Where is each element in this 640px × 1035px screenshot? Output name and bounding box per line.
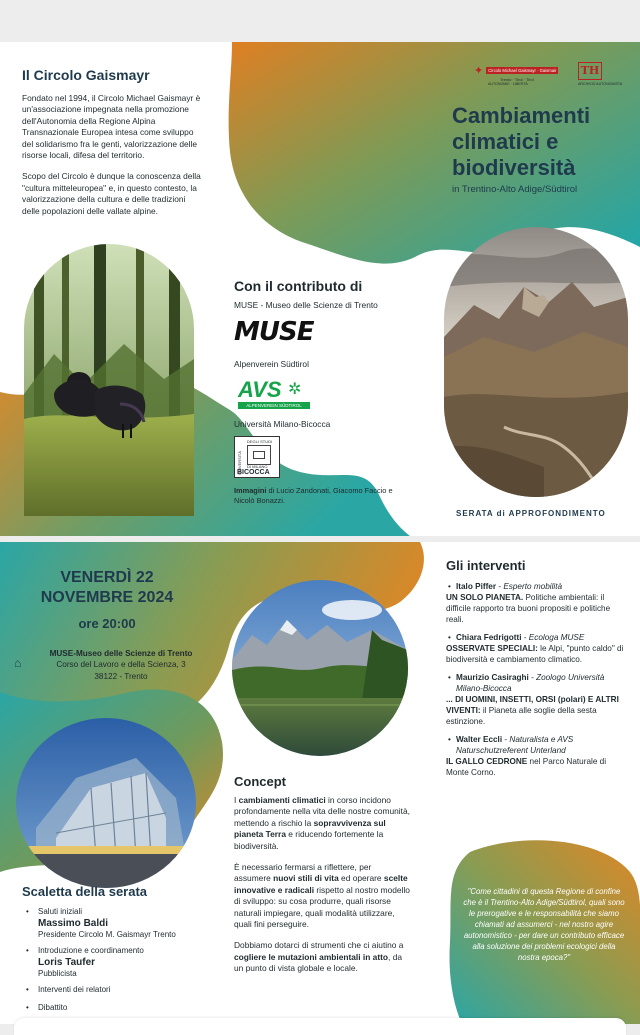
concept-paragraph-3: Dobbiamo dotarci di strumenti che ci aiutino a cogliere le mutazioni ambientali in atto, da un punto di vista globale e locale. bbox=[234, 940, 404, 974]
intervento-item: • Walter Eccli - Naturalista e AVS Naturschutzreferent Unterland IL GALLO CEDRONE nel Parco Naturale di Monte Corno. bbox=[446, 735, 607, 777]
scaletta-item bbox=[22, 907, 222, 940]
serata-label: SERATA di APPROFONDIMENTO bbox=[456, 509, 606, 518]
dolomites-photo bbox=[444, 227, 628, 497]
unimib-seal bbox=[247, 445, 271, 465]
scaletta-item-name: Loris Taufer bbox=[38, 956, 96, 968]
brochure-outer-page bbox=[0, 42, 640, 536]
concept-heading: Concept bbox=[234, 774, 286, 789]
venue-name: MUSE-Museo delle Scienze di Trento bbox=[49, 649, 193, 658]
talk-title: IL GALLO CEDRONE bbox=[446, 757, 528, 766]
venue-address-1: Corso del Lavoro e della Scienza, 3 bbox=[56, 660, 186, 670]
cover-title bbox=[452, 103, 632, 195]
talk-title: ... DI UOMINI, INSETTI, ORSI (polari) E ALTRI VIVENTI: bbox=[446, 695, 619, 715]
avs-logo bbox=[238, 377, 318, 409]
concept-section bbox=[234, 774, 410, 975]
speaker-name: Walter Eccli bbox=[456, 735, 503, 744]
talk-description: Politiche ambientali: il difficile rapporto tra buoni propositi e politiche reali. bbox=[446, 593, 611, 624]
scaletta-item-role: Pubblicista bbox=[38, 968, 77, 978]
scaletta-item bbox=[22, 946, 222, 979]
venue-address-2: 38122 - Trento bbox=[94, 671, 148, 681]
concept-paragraph-1: I cambiamenti climatici in corso incidono profondamente nella vita delle nostre comunità, mettendo a rischio la sopravvivenza sul pianeta Terra e riducendo fortemente la biodiversità. bbox=[234, 795, 410, 851]
bullet-icon: • bbox=[448, 582, 451, 591]
scaletta-item-role: Presidente Circolo M. Gaismayr Trento bbox=[38, 929, 176, 939]
talk-title: UN SOLO PIANETA. bbox=[446, 593, 524, 602]
event-venue bbox=[14, 648, 204, 682]
contributors-heading: Con il contributo di bbox=[234, 278, 363, 294]
capercaillie-photo-illustration bbox=[24, 244, 194, 516]
unimib-logo bbox=[234, 436, 280, 478]
speaker-role: Ecologa MUSE bbox=[528, 633, 585, 642]
bullet-icon: • bbox=[26, 907, 29, 916]
muse-logo: MUSE bbox=[234, 317, 314, 348]
event-time: ore 20:00 bbox=[78, 616, 136, 631]
muse-building-photo bbox=[16, 718, 196, 888]
images-credit-text: di Lucio Zandonati, Giacomo Faccio e Nicolò Bonazzi. bbox=[234, 486, 393, 506]
images-label: Immagini bbox=[234, 486, 267, 496]
muse-label: MUSE - Museo delle Scienze di Trento bbox=[234, 300, 378, 310]
speaker-role: Naturalista e AVS Naturschutzreferent Unterland bbox=[456, 735, 574, 755]
eagle-icon: ✦ bbox=[474, 65, 484, 77]
interventi-heading: Gli interventi bbox=[446, 558, 526, 573]
avs-label: Alpenverein Südtirol bbox=[234, 359, 309, 370]
scaletta-item-label: Dibattito bbox=[38, 1002, 68, 1012]
event-info bbox=[12, 568, 202, 631]
lake-photo-illustration bbox=[232, 580, 408, 756]
bullet-icon: • bbox=[26, 1002, 29, 1012]
talk-description: nel Parco Naturale di Monte Corno. bbox=[446, 757, 607, 777]
event-date-line-2: NOVEMBRE 2024 bbox=[40, 589, 174, 606]
interventi-list bbox=[446, 581, 628, 778]
talk-description: il Pianeta alle soglie della sesta estinzione. bbox=[446, 706, 597, 726]
speaker-role: Esperto mobilità bbox=[503, 582, 563, 591]
home-icon: ⌂ bbox=[14, 656, 22, 670]
circolo-paragraph-1: Fondato nel 1994, il Circolo Michael Gaismayr è un'associazione impegnata nella promozione dell'Autonomia della Regione Alpina Transnazionale Europea intesa come sviluppo del solidarismo fra le genti, valorizzazione delle risorse locali, difesa del territorio. bbox=[22, 93, 201, 161]
cover-title-line-2: climatici e bbox=[452, 129, 559, 154]
cover-title-line-1: Cambiamenti bbox=[452, 103, 591, 128]
unimib-label: Università Milano-Bicocca bbox=[234, 418, 331, 429]
interventi-section bbox=[446, 558, 628, 778]
scaletta-item-name: Massimo Baldi bbox=[38, 917, 109, 929]
intervento-item: • Chiara Fedrigotti - Ecologa MUSE OSSERVATE SPECIALI: le Alpi, "punto caldo" di biodiversità e cambiamento climatico. bbox=[446, 633, 624, 664]
scaletta-list bbox=[22, 907, 222, 1013]
bullet-icon: • bbox=[448, 735, 451, 744]
unimib-logo-mid: DI MILANO bbox=[247, 464, 268, 470]
scaletta-heading: Scaletta della serata bbox=[22, 884, 148, 899]
event-date-line-1: VENERDÌ 22 bbox=[60, 569, 154, 586]
scaletta-item bbox=[22, 985, 222, 996]
circolo-section bbox=[22, 67, 202, 217]
avs-logo-subtitle: ALPENVEREIN SÜDTIROL bbox=[238, 402, 310, 409]
gaismayr-logo-motto: AUTONOMIE · LIBERTÀ bbox=[488, 82, 528, 86]
forest-grouse-photo bbox=[24, 244, 194, 516]
circolo-paragraph-2: Scopo del Circolo è dunque la conoscenza della "cultura mitteleuropea" e, in questo contesto, la valorizzazione della cultura e delle tradizioni delle popolazioni delle vallate alpine. bbox=[22, 171, 201, 216]
brochure-inner-page bbox=[0, 542, 640, 1024]
museum-photo-illustration bbox=[16, 718, 196, 888]
talk-title: OSSERVATE SPECIALI: bbox=[446, 644, 538, 653]
avs-logo-text: AVS bbox=[238, 376, 282, 402]
speaker-name: Chiara Fedrigotti bbox=[456, 633, 522, 642]
scaletta-item bbox=[22, 1003, 222, 1014]
cover-title-line-3: biodiversità bbox=[452, 155, 576, 180]
archivio-logo-mark: TH bbox=[578, 62, 602, 80]
unimib-logo-top: DEGLI STUDI bbox=[247, 439, 273, 445]
intervento-item: • Maurizio Casiraghi - Zoologo Università Milano-Bicocca ... DI UOMINI, INSETTI, ORSI (polari) E ALTRI VIVENTI: il Pianeta alle soglie della sesta estinzione. bbox=[446, 673, 619, 726]
gaismayr-logo bbox=[474, 64, 574, 86]
archivio-logo-text: ARCHIVIO AUTONOMISTA bbox=[578, 82, 623, 86]
mountain-photo-illustration bbox=[444, 227, 628, 497]
cover-subtitle: in Trentino-Alto Adige/Südtirol bbox=[452, 184, 578, 195]
gaismayr-logo-places: Trento · Tirol · Tirol bbox=[500, 77, 534, 82]
bullet-icon: • bbox=[448, 673, 451, 682]
contributors-section bbox=[234, 278, 404, 506]
edelweiss-icon: ✲ bbox=[288, 380, 302, 398]
speaker-name: Maurizio Casiraghi bbox=[456, 673, 529, 682]
scaletta-item-label: Saluti iniziali bbox=[38, 907, 83, 916]
talk-description: le Alpi, "punto caldo" di biodiversità e cambiamento climatico. bbox=[446, 644, 624, 664]
gaismayr-logo-name: Circolo Michael Gaismayr · Gaismair bbox=[488, 68, 557, 73]
unimib-logo-bottom: BICOCCA bbox=[237, 469, 270, 477]
unimib-logo-side: UNIVERSITÀ bbox=[237, 451, 242, 476]
scaletta-section bbox=[22, 884, 222, 1013]
images-credit bbox=[234, 486, 404, 506]
scaletta-item-label: Interventi dei relatori bbox=[38, 985, 111, 994]
speaker-name: Italo Piffer bbox=[456, 582, 497, 591]
scaletta-item-label: Introduzione e coordinamento bbox=[38, 946, 144, 955]
bullet-icon: • bbox=[26, 985, 29, 994]
archivio-autonomista-logo bbox=[578, 62, 628, 86]
speaker-role: Zoologo Università Milano-Bicocca bbox=[456, 673, 605, 693]
alpine-lake-photo bbox=[232, 580, 408, 756]
intervento-item: • Italo Piffer - Esperto mobilità UN SOLO PIANETA. Politiche ambientali: il difficile rapporto tra buoni propositi e politiche reali. bbox=[446, 582, 611, 624]
next-page-edge bbox=[14, 1018, 626, 1035]
concept-paragraph-2: È necessario fermarsi a riflettere, per assumere nuovi stili di vita ed operare scelte innovative e radicali rispetto al nostro modello di sviluppo: su cosa produrre, quali risorse naturali impiegare, quali modalità utilizzare, quali fini perseguire. bbox=[234, 862, 410, 930]
bullet-icon: • bbox=[26, 946, 29, 955]
circolo-title: Il Circolo Gaismayr bbox=[22, 67, 150, 83]
quote-text: "Come cittadini di questa Regione di confine che è il Trentino-Alto Adige/Südtirol, quali sono le prerogative e le responsabilità che siamo chiamati ad assumerci - nel nostro agire autonomistico - per dare un contributo efficace alla soluzione dei problemi ecologici della nostra epoca?" bbox=[463, 887, 625, 962]
bullet-icon: • bbox=[448, 633, 451, 642]
